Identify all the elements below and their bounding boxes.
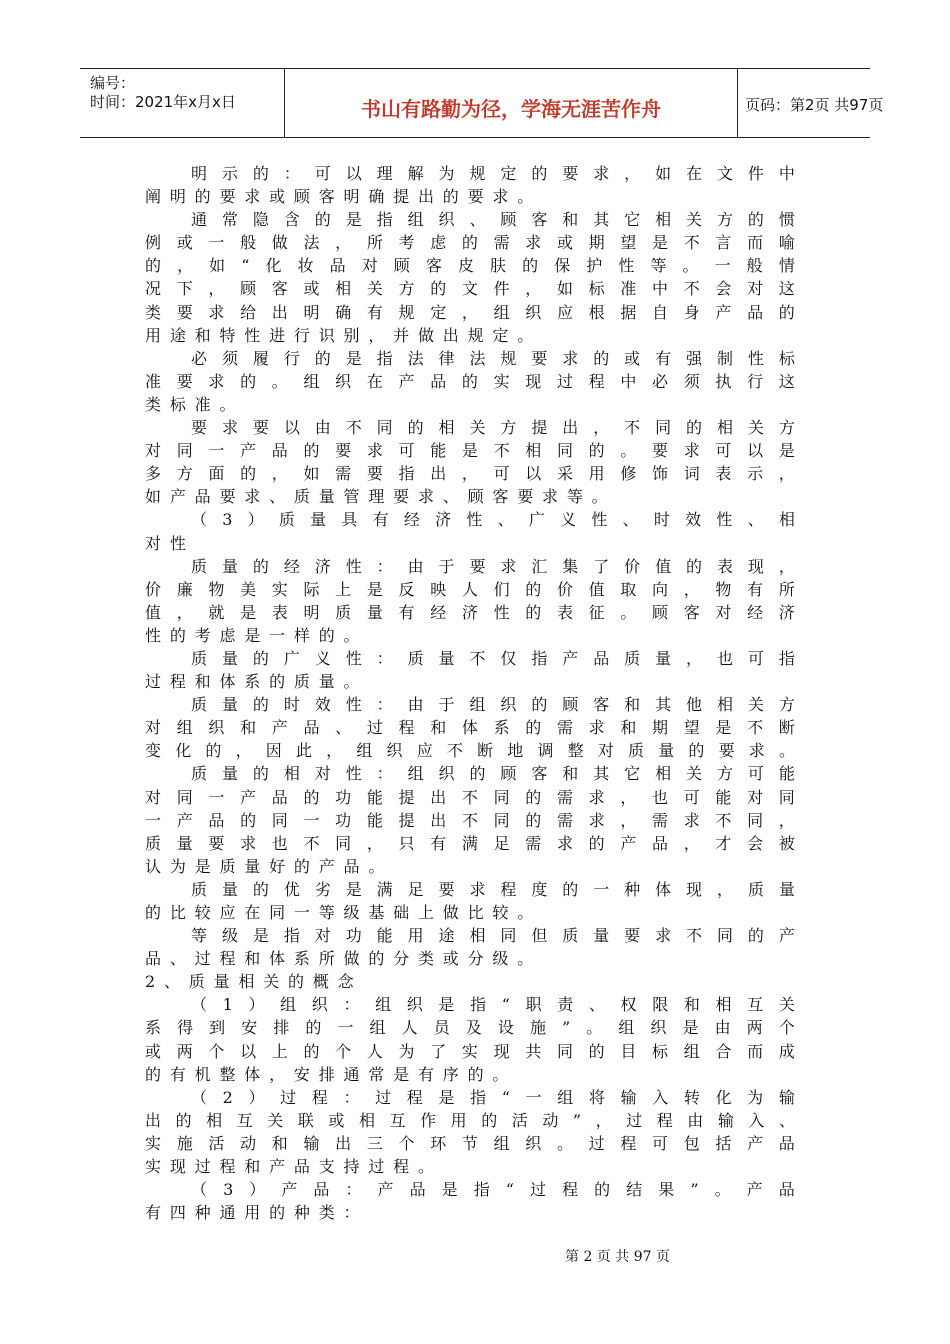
text-line: 认 为 是 质 量 好 的 产 品 。 [145,856,385,876]
page-footer: 第 2 页 共 97 页 [565,1249,670,1265]
text-line: 变 化 的 ， 因 此 ， 组 织 应 不 断 地 调 整 对 质 量 的 要 求 。 [145,741,795,761]
doc-date-label: 时间：2021年x月x日 [90,93,236,111]
text-line: 如 产 品 要 求 、 质 量 管 理 要 求 、 顾 客 要 求 等 。 [145,487,608,507]
text-line: 出 的 相 互 关 联 或 相 互 作 用 的 活 动 ” ， 过 程 由 输 入 、 [145,1110,795,1130]
text-line: 或 两 个 以 上 的 个 人 为 了 实 现 共 同 的 目 标 组 合 而 成 [145,1041,795,1061]
text-line: 一 产 品 的 同 一 功 能 提 出 不 同 的 需 求 ， 需 求 不 同 ， [145,810,795,830]
text-line: 对 组 织 和 产 品 、 过 程 和 体 系 的 需 求 和 期 望 是 不 断 [145,718,795,738]
doc-code-label: 编号： [90,74,136,92]
text-line: 通 常 隐 含 的 是 指 组 织 、 顾 客 和 其 它 相 关 方 的 惯 [191,210,795,230]
text-line: 对 同 一 产 品 的 要 求 可 能 是 不 相 同 的 。 要 求 可 以 是 [145,441,795,461]
text-line: 价 廉 物 美 实 际 上 是 反 映 人 们 的 价 值 取 向 ， 物 有 所 [145,579,795,599]
text-line: 2 、 质 量 相 关 的 概 念 [145,972,354,992]
text-line: 品 、 过 程 和 体 系 所 做 的 分 类 或 分 级 。 [145,949,534,969]
text-line: 质 量 的 相 对 性 ： 组 织 的 顾 客 和 其 它 相 关 方 可 能 [191,764,795,784]
text-line: 对 同 一 产 品 的 功 能 提 出 不 同 的 需 求 ， 也 可 能 对 同 [145,787,795,807]
text-line: 质 量 要 求 也 不 同 ， 只 有 满 足 需 求 的 产 品 ， 才 会 被 [145,833,795,853]
text-line: 质 量 的 经 济 性 ： 由 于 要 求 汇 集 了 价 值 的 表 现 ， [191,556,795,576]
text-line: （ 3 ） 产 品 ： 产 品 是 指 “ 过 程 的 结 果 ” 。 产 品 [191,1180,795,1200]
text-line: 阐 明 的 要 求 或 顾 客 明 确 提 出 的 要 求 。 [145,187,534,207]
header-motto: 书山有路勤为径，学海无涯苦作舟 [361,97,661,121]
text-line: 例 或 一 般 做 法 ， 所 考 虑 的 需 求 或 期 望 是 不 言 而 喻 [145,233,795,253]
text-line: 的 比 较 应 在 同 一 等 级 基 础 上 做 比 较 。 [145,903,534,922]
text-line: 要 求 要 以 由 不 同 的 相 关 方 提 出 ， 不 同 的 相 关 方 [191,418,795,438]
text-line: 况 下 ， 顾 客 或 相 关 方 的 文 件 ， 如 标 准 中 不 会 对 这 [145,279,795,299]
text-line: 类 要 求 给 出 明 确 有 规 定 ， 组 织 应 根 据 自 身 产 品 的 [145,302,795,322]
text-line: 质 量 的 广 义 性 ： 质 量 不 仅 指 产 品 质 量 ， 也 可 指 [191,648,795,668]
text-line: 性 的 考 虑 是 一 样 的 。 [145,625,360,645]
text-line: 实 施 活 动 和 输 出 三 个 环 节 组 织 。 过 程 可 包 括 产 品 [145,1133,795,1153]
text-line: 有 四 种 通 用 的 种 类 ： [145,1203,360,1223]
text-line: 质 量 的 优 劣 是 满 足 要 求 程 度 的 一 种 体 现 ， 质 量 [191,879,795,899]
text-line: 类 标 准 。 [145,394,236,414]
document-body [145,162,795,1224]
text-line: 必 须 履 行 的 是 指 法 律 法 规 要 求 的 或 有 强 制 性 标 [191,348,795,368]
header-page-code: 页码：第2页 共97页 [745,96,884,114]
text-line: 系 得 到 安 排 的 一 组 人 员 及 设 施 ” 。 组 织 是 由 两 个 [145,1018,795,1038]
text-line: 用 途 和 特 性 进 行 识 别 ， 并 做 出 规 定 。 [145,325,534,345]
text-line: 对 性 [145,533,186,553]
text-line: 的 ， 如 “ 化 妆 品 对 顾 客 皮 肤 的 保 护 性 等 。 一 般 情 [145,256,795,276]
header-motto-cell [284,69,738,137]
text-line: 等 级 是 指 对 功 能 用 途 相 同 但 质 量 要 求 不 同 的 产 [191,926,795,946]
text-line: 准 要 求 的 。 组 织 在 产 品 的 实 现 过 程 中 必 须 执 行 这 [145,371,795,391]
text-line: 值 ， 就 是 表 明 质 量 有 经 济 性 的 表 征 。 顾 客 对 经 济 [145,602,795,622]
text-line: 多 方 面 的 ， 如 需 要 指 出 ， 可 以 采 用 修 饰 词 表 示 ， [145,464,795,484]
header-page-cell [737,69,884,137]
text-line: 过 程 和 体 系 的 质 量 。 [145,672,360,692]
text-line: 质 量 的 时 效 性 ： 由 于 组 织 的 顾 客 和 其 他 相 关 方 [191,695,795,715]
page-header [80,68,884,138]
text-line: 明 示 的 ： 可 以 理 解 为 规 定 的 要 求 ， 如 在 文 件 中 [191,164,795,183]
text-line: （ 1 ） 组 织 ： 组 织 是 指 “ 职 责 、 权 限 和 相 互 关 [191,995,795,1015]
text-line: 的 有 机 整 体 ， 安 排 通 常 是 有 序 的 。 [145,1064,509,1084]
text-line: （ 3 ） 质 量 具 有 经 济 性 、 广 义 性 、 时 效 性 、 相 [191,510,795,530]
text-line: （ 2 ） 过 程 ： 过 程 是 指 “ 一 组 将 输 入 转 化 为 输 [191,1087,795,1107]
header-info-cell [80,69,284,137]
text-line: 实 现 过 程 和 产 品 支 持 过 程 。 [145,1157,434,1177]
